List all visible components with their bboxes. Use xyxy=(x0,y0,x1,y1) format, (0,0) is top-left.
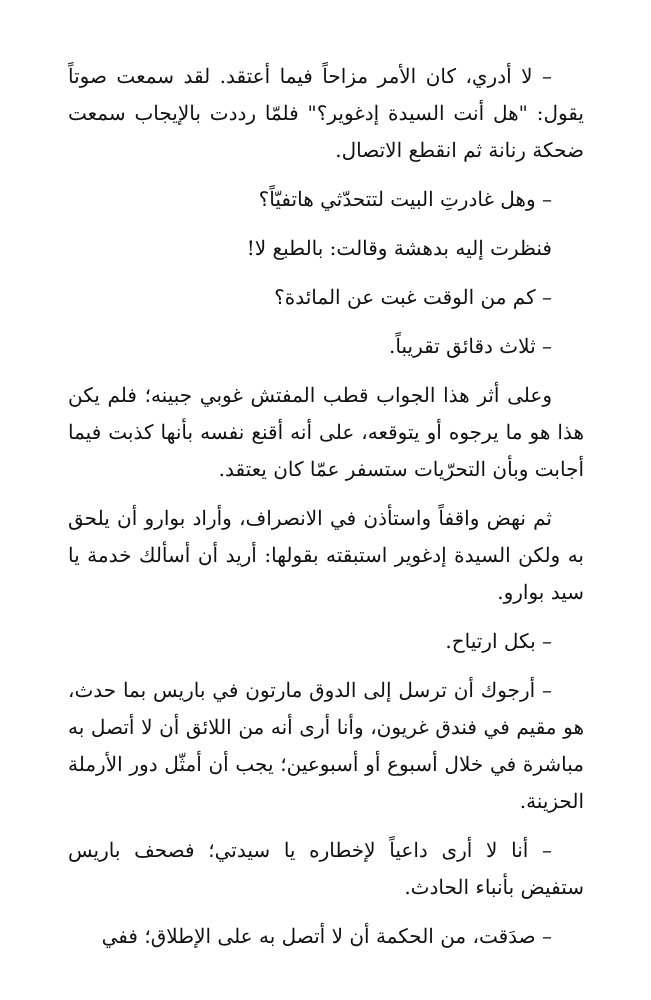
paragraph-5: – ثلاث دقائق تقريباً. xyxy=(389,334,552,358)
paragraph-10: – أنا لا أرى داعياً لإخطاره يا سيدتي؛ فصحف باريس ستفيض بأنباء الحادث. xyxy=(68,838,584,899)
book-page xyxy=(68,58,584,994)
paragraph-11: – صدَقت، من الحكمة أن لا أتصل به على الإطلاق؛ ففي xyxy=(101,924,552,948)
paragraph-8: – بكل ارتياح. xyxy=(445,629,552,653)
paragraph-6: وعلى أثر هذا الجواب قطب المفتش غوبي جبينه؛ فلم يكن هذا هو ما يرجوه أو يتوقعه، على أنه أقنع نفسه بأنها كذبت فيما أجابت وبأن التحرّيات ستسفر عمّا كان يعتقد. xyxy=(68,383,584,481)
paragraph-1: – لا أدري، كان الأمر مزاحاً فيما أعتقد. لقد سمعت صوتاً يقول: "هل أنت السيدة إدغوير؟" فلمّا رددت بالإيجاب سمعت ضحكة رنانة ثم انقطع الاتصال. xyxy=(68,64,584,162)
paragraph-9: – أرجوك أن ترسل إلى الدوق مارتون في باريس بما حدث، هو مقيم في فندق غريون، وأنا أرى أنه من اللائق أن لا أتصل به مباشرة في خلال أسبوع أو أسبوعين؛ يجب أن أمثّل دور الأرملة الحزينة. xyxy=(68,678,584,813)
paragraph-4: – كم من الوقت غبت عن المائدة؟ xyxy=(274,285,552,309)
paragraph-7: ثم نهض واقفاً واستأذن في الانصراف، وأراد بوارو أن يلحق به ولكن السيدة إدغوير استبقته بقولها: أريد أن أسألك خدمة يا سيد بوارو. xyxy=(68,506,584,604)
paragraph-2: – وهل غادرتِ البيت لتتحدّثي هاتفيّاً؟ xyxy=(258,187,552,211)
paragraph-3: فنظرت إليه بدهشة وقالت: بالطبع لا! xyxy=(246,236,552,260)
